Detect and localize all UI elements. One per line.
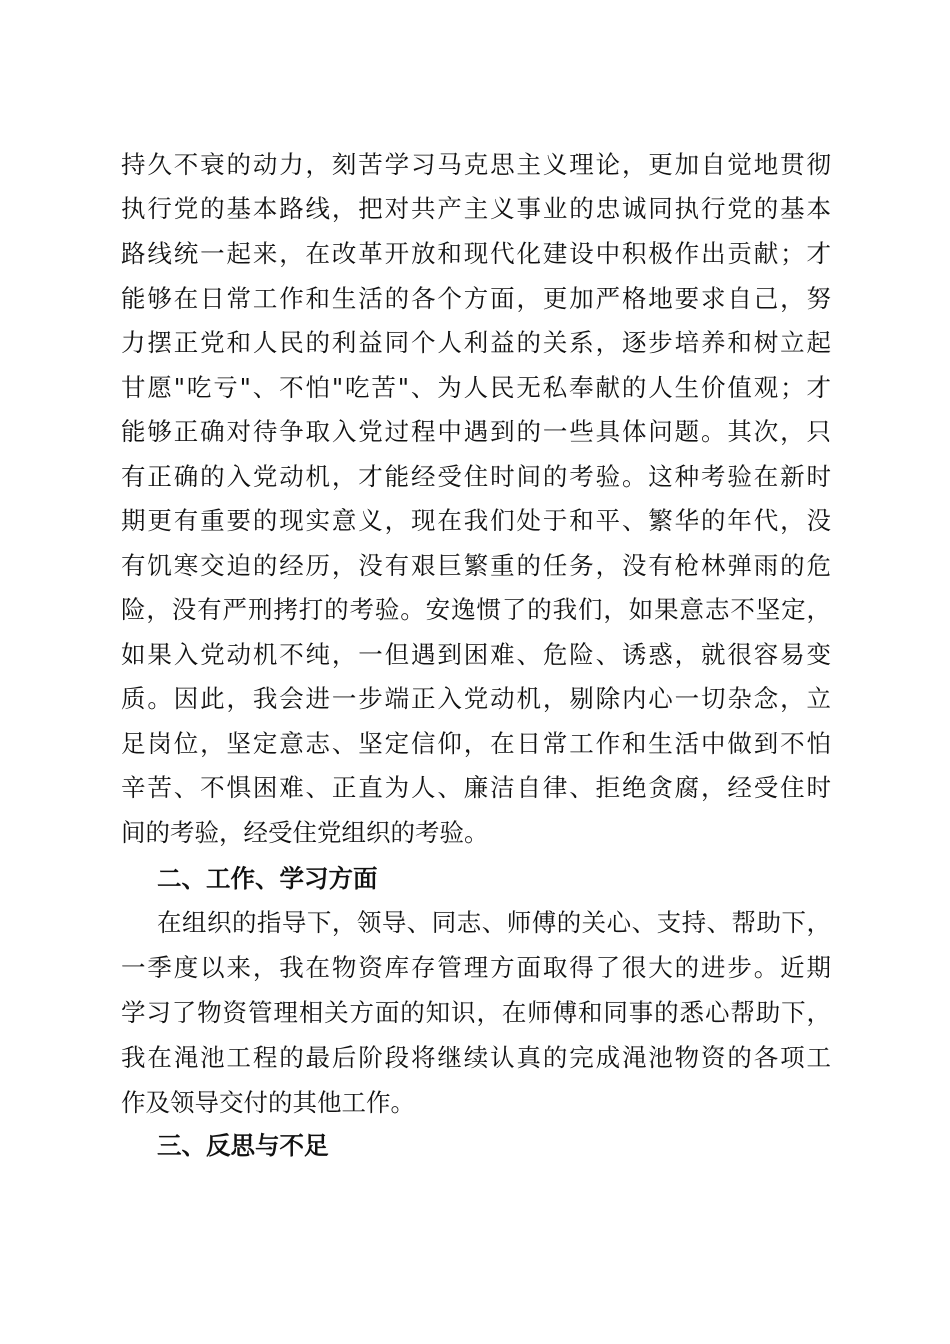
section-heading: 三、反思与不足 [157,1131,329,1160]
paragraph-line: 我在渑池工程的最后阶段将继续认真的完成渑池物资的各项工 [121,1043,831,1072]
paragraph-line: 能够在日常工作和生活的各个方面，更加严格地要求自己，努 [121,284,831,313]
paragraph-line: 有饥寒交迫的经历，没有艰巨繁重的任务，没有枪林弹雨的危 [121,551,831,580]
paragraph-line: 学习了物资管理相关方面的知识，在师傅和同事的悉心帮助下， [121,998,831,1027]
paragraph-line: 力摆正党和人民的利益同个人利益的关系，逐步培养和树立起 [121,328,831,357]
paragraph-line: 持久不衰的动力，刻苦学习马克思主义理论，更加自觉地贯彻 [121,150,831,179]
paragraph-line: 辛苦、不惧困难、正直为人、廉洁自律、拒绝贪腐，经受住时 [121,773,831,802]
paragraph-line: 一季度以来，我在物资库存管理方面取得了很大的进步。近期 [121,953,831,982]
paragraph-line: 期更有重要的现实意义，现在我们处于和平、繁华的年代，没 [121,506,831,535]
paragraph-line: 甘愿"吃亏"、不怕"吃苦"、为人民无私奉献的人生价值观；才 [121,373,831,402]
paragraph-line: 能够正确对待争取入党过程中遇到的一些具体问题。其次，只 [121,417,831,446]
paragraph-line: 间的考验，经受住党组织的考验。 [121,818,489,847]
paragraph-line: 执行党的基本路线，把对共产主义事业的忠诚同执行党的基本 [121,194,831,223]
paragraph-line: 足岗位，坚定意志、坚定信仰，在日常工作和生活中做到不怕 [121,729,831,758]
paragraph-line: 作及领导交付的其他工作。 [121,1088,415,1117]
paragraph-line: 有正确的入党动机，才能经受住时间的考验。这种考验在新时 [121,462,831,491]
paragraph-line: 险，没有严刑拷打的考验。安逸惯了的我们，如果意志不坚定， [121,595,831,624]
paragraph-line: 质。因此，我会进一步端正入党动机，剔除内心一切杂念，立 [121,684,831,713]
section-heading: 二、工作、学习方面 [157,864,378,893]
paragraph-line: 路线统一起来，在改革开放和现代化建设中积极作出贡献；才 [121,239,831,268]
paragraph-line: 在组织的指导下，领导、同志、师傅的关心、支持、帮助下， [157,908,831,937]
paragraph-line: 如果入党动机不纯，一但遇到困难、危险、诱惑，就很容易变 [121,640,831,669]
